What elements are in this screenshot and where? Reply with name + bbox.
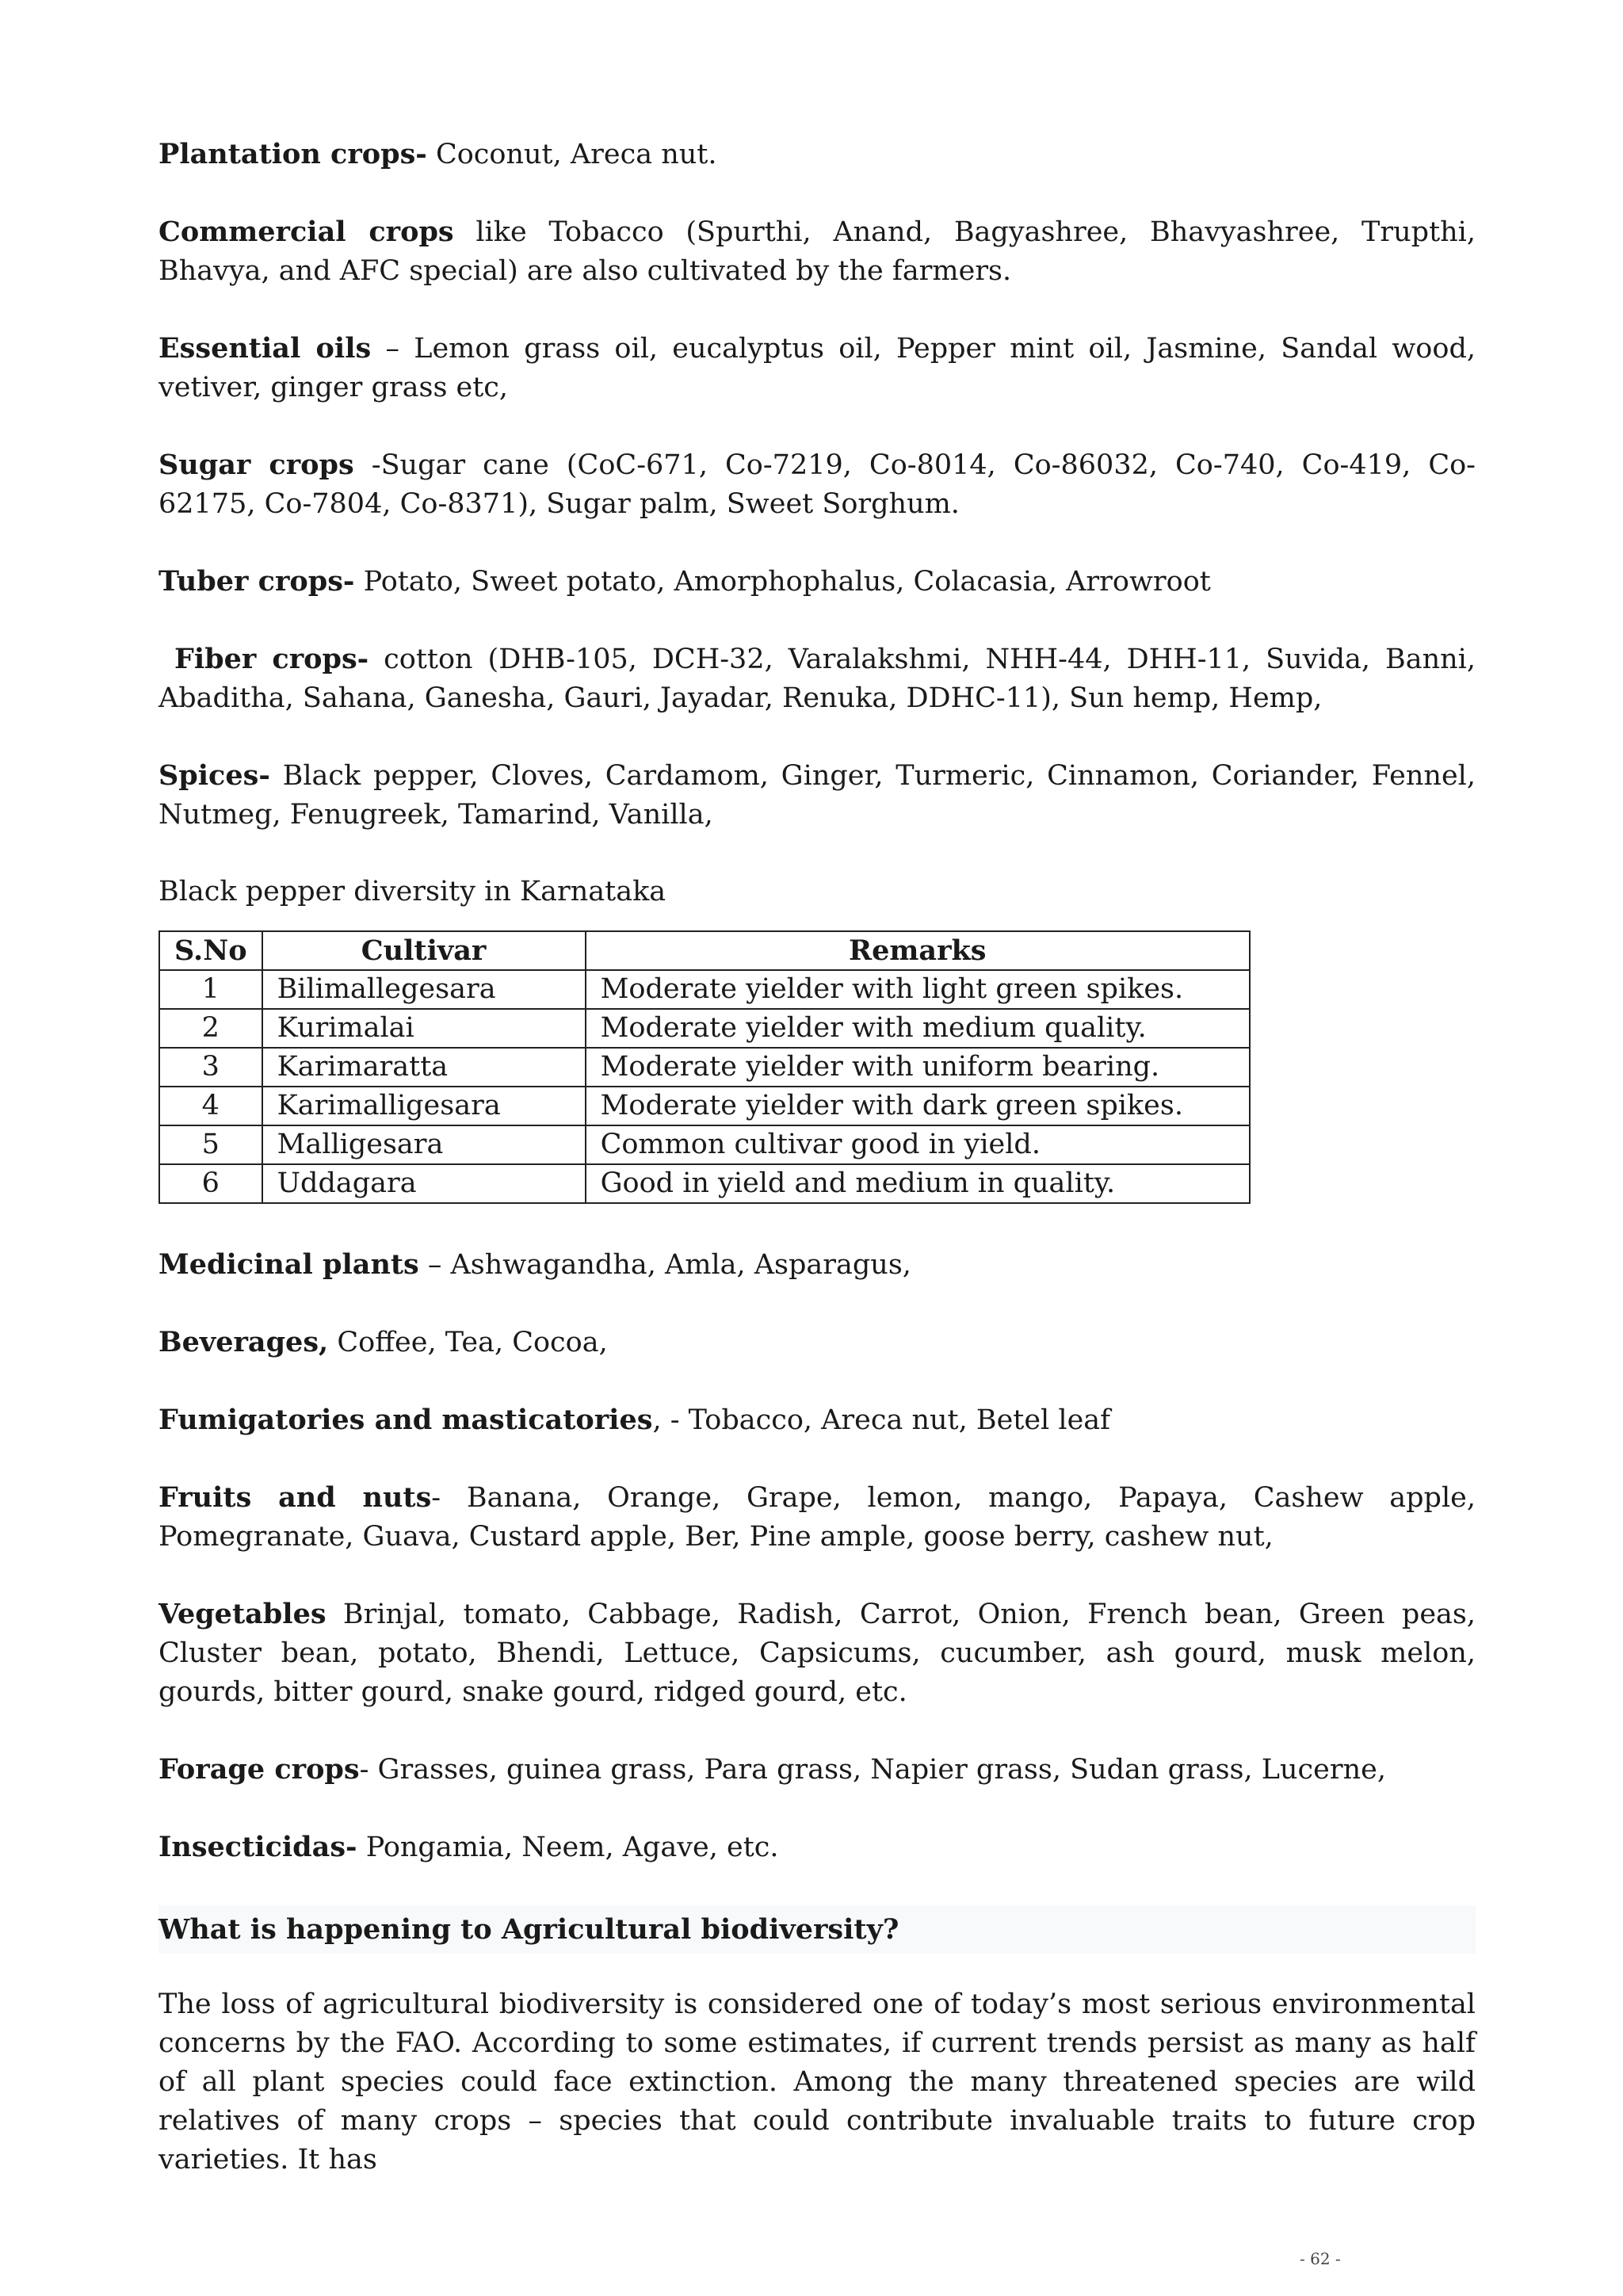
description: , - Tobacco, Areca nut, Betel leaf bbox=[652, 1404, 1111, 1436]
crop-categories-group-2 bbox=[158, 1245, 1476, 1867]
cell-remarks: Moderate yielder with dark green spikes. bbox=[586, 1087, 1250, 1125]
paragraph-medicinal-plants bbox=[158, 1245, 1476, 1285]
table-header-row bbox=[159, 931, 1250, 970]
paragraph-tuber-crops bbox=[158, 562, 1476, 602]
description: cotton (DHB-105, DCH-32, Varalakshmi, NHH-44, DHH-11, Suvida, Banni, Abaditha, Sahana, Ganesha, Gauri, Jayadar, Renuka, DDHC-11), Sun hemp, Hemp, bbox=[158, 644, 1476, 714]
black-pepper-table bbox=[158, 930, 1251, 1204]
paragraph-forage-crops bbox=[158, 1750, 1476, 1790]
cell-sno: 6 bbox=[159, 1164, 262, 1203]
term: Essential oils bbox=[158, 332, 372, 365]
header-remarks: Remarks bbox=[586, 931, 1250, 970]
paragraph-fiber-crops bbox=[158, 640, 1476, 718]
table-row bbox=[159, 1164, 1250, 1203]
paragraph-plantation-crops bbox=[158, 135, 1476, 174]
cell-sno: 4 bbox=[159, 1087, 262, 1125]
term: Vegetables bbox=[158, 1598, 327, 1630]
cell-sno: 5 bbox=[159, 1125, 262, 1164]
description: Potato, Sweet potato, Amorphophalus, Colacasia, Arrowroot bbox=[354, 566, 1211, 598]
section-heading: What is happening to Agricultural biodiversity? bbox=[158, 1905, 1476, 1954]
term: Fiber crops- bbox=[158, 643, 369, 675]
description: – Lemon grass oil, eucalyptus oil, Pepper mint oil, Jasmine, Sandal wood, vetiver, ginger grass etc, bbox=[158, 333, 1476, 403]
crop-categories-group-1 bbox=[158, 135, 1476, 835]
paragraph-insecticidas bbox=[158, 1828, 1476, 1867]
cell-cultivar: Malligesara bbox=[262, 1125, 586, 1164]
paragraph-beverages bbox=[158, 1323, 1476, 1362]
description: – Ashwagandha, Amla, Asparagus, bbox=[418, 1249, 911, 1281]
table-row bbox=[159, 970, 1250, 1009]
header-cultivar: Cultivar bbox=[262, 931, 586, 970]
term: Beverages, bbox=[158, 1326, 329, 1358]
cell-cultivar: Kurimalai bbox=[262, 1009, 586, 1048]
term: Insecticidas- bbox=[158, 1831, 357, 1863]
description: Coffee, Tea, Cocoa, bbox=[328, 1327, 608, 1358]
term: Sugar crops bbox=[158, 449, 354, 481]
paragraph-sugar-crops bbox=[158, 445, 1476, 524]
header-sno: S.No bbox=[159, 931, 262, 970]
paragraph-spices bbox=[158, 756, 1476, 835]
closing-paragraph: The loss of agricultural biodiversity is considered one of today’s most serious environmental concerns by the FAO. According to some estimates, if current trends persist as many as half of all plant species could face extinction. Among the many threatened species are wild relatives of many crops – species that could contribute invaluable traits to future crop varieties. It has bbox=[158, 1988, 1476, 2176]
cell-sno: 3 bbox=[159, 1048, 262, 1087]
term: Fumigatories and masticatories bbox=[158, 1404, 653, 1436]
cell-remarks: Moderate yielder with light green spikes. bbox=[586, 970, 1250, 1009]
description: Black pepper, Cloves, Cardamom, Ginger, Turmeric, Cinnamon, Coriander, Fennel, Nutmeg, Fenugreek, Tamarind, Vanilla, bbox=[158, 760, 1476, 831]
description: - Banana, Orange, Grape, lemon, mango, Papaya, Cashew apple, Pomegranate, Guava, Custard apple, Ber, Pine ample, goose berry, cashew nut, bbox=[158, 1482, 1476, 1553]
cell-cultivar: Bilimallegesara bbox=[262, 970, 586, 1009]
paragraph-commercial-crops bbox=[158, 212, 1476, 291]
cell-remarks: Moderate yielder with uniform bearing. bbox=[586, 1048, 1250, 1087]
table-row bbox=[159, 1125, 1250, 1164]
description: like Tobacco (Spurthi, Anand, Bagyashree, Bhavyashree, Trupthi, Bhavya, and AFC special) are also cultivated by the farmers. bbox=[158, 216, 1476, 287]
cell-cultivar: Karimalligesara bbox=[262, 1087, 586, 1125]
cell-sno: 1 bbox=[159, 970, 262, 1009]
description: Coconut, Areca nut. bbox=[426, 139, 717, 170]
table-row bbox=[159, 1048, 1250, 1087]
description: -Sugar cane (CoC-671, Co-7219, Co-8014, Co-86032, Co-740, Co-419, Co-62175, Co-7804, Co-8371), Sugar palm, Sweet Sorghum. bbox=[158, 449, 1476, 520]
term: Medicinal plants bbox=[158, 1248, 419, 1281]
page-number: - 62 - bbox=[1300, 2249, 1341, 2268]
term: Commercial crops bbox=[158, 216, 454, 248]
paragraph-vegetables bbox=[158, 1595, 1476, 1712]
paragraph-essential-oils bbox=[158, 329, 1476, 407]
description: Brinjal, tomato, Cabbage, Radish, Carrot, Onion, French bean, Green peas, Cluster bean, potato, Bhendi, Lettuce, Capsicums, cucumber, ash gourd, musk melon, gourds, bitter gourd, snake gourd, ridged gourd, etc. bbox=[158, 1599, 1476, 1708]
paragraph-fumigatories bbox=[158, 1400, 1476, 1440]
term: Plantation crops- bbox=[158, 138, 427, 170]
description: Pongamia, Neem, Agave, etc. bbox=[357, 1832, 779, 1863]
cell-cultivar: Uddagara bbox=[262, 1164, 586, 1203]
cell-remarks: Moderate yielder with medium quality. bbox=[586, 1009, 1250, 1048]
paragraph-fruits-and-nuts bbox=[158, 1478, 1476, 1557]
table-caption: Black pepper diversity in Karnataka bbox=[158, 876, 666, 907]
cell-remarks: Common cultivar good in yield. bbox=[586, 1125, 1250, 1164]
term: Fruits and nuts bbox=[158, 1481, 432, 1514]
term: Forage crops bbox=[158, 1753, 360, 1786]
cell-remarks: Good in yield and medium in quality. bbox=[586, 1164, 1250, 1203]
cell-cultivar: Karimaratta bbox=[262, 1048, 586, 1087]
cell-sno: 2 bbox=[159, 1009, 262, 1048]
document-page bbox=[158, 135, 1476, 2218]
description: - Grasses, guinea grass, Para grass, Napier grass, Sudan grass, Lucerne, bbox=[359, 1754, 1386, 1786]
table-row bbox=[159, 1009, 1250, 1048]
term: Tuber crops- bbox=[158, 565, 355, 598]
term: Spices- bbox=[158, 759, 270, 792]
table-row bbox=[159, 1087, 1250, 1125]
